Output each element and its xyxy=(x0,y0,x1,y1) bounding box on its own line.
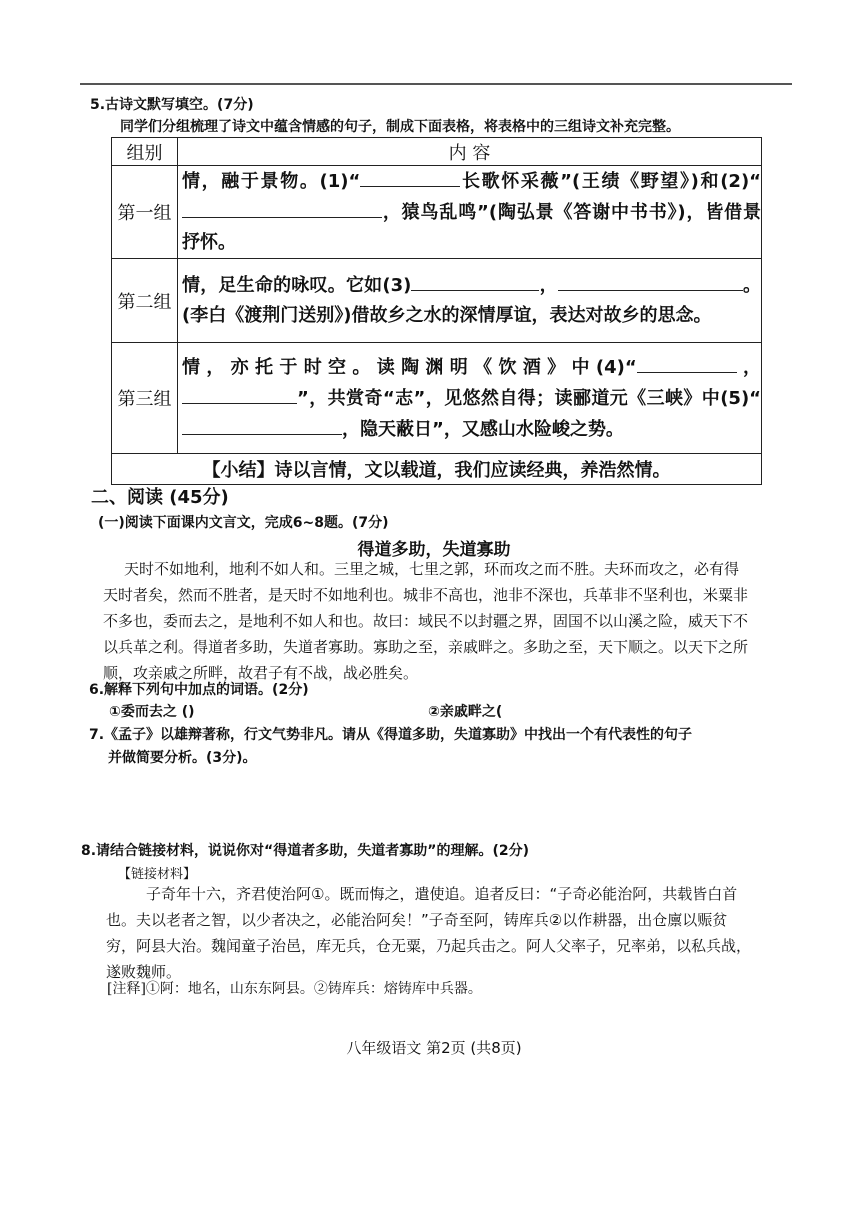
row-content: 情，融于景物。(1)“ 长歌怀采薇”(王绩《野望》)和(2)“，猿鸟乱鸣”(陶弘景《答谢中书书》)，皆借景抒怀。 xyxy=(178,166,762,259)
q8-title: 8.请结合链接材料，说说你对“得道者多助，失道者寡助”的理解。(2分) xyxy=(81,843,529,859)
answer-blank[interactable] xyxy=(637,352,737,373)
material-line: 遂败魏师。 xyxy=(106,963,182,981)
group-label: 第一组 xyxy=(112,166,178,259)
answer-blank[interactable] xyxy=(182,383,297,404)
link-material-label: 【链接材料】 xyxy=(118,867,197,882)
row-content: 情，亦托于时空。读陶渊明《饮酒》中(4)“ ，”，共赏奇“志”，见悠然自得；读郦道元《三峡》中(5)“，隐天蔽日”，又感山水险峻之势。 xyxy=(178,343,762,454)
group-label: 第二组 xyxy=(112,259,178,343)
passage-line: 天时不如地利，地利不如人和。三里之城，七里之郭，环而攻之而不胜。夫环而攻之，必有得 xyxy=(124,560,740,578)
answer-blank[interactable] xyxy=(360,166,460,187)
answer-blank[interactable] xyxy=(558,270,743,291)
q6-item-1: ①委而去之 () xyxy=(109,704,195,720)
table-header-row xyxy=(112,138,762,166)
group-label: 第三组 xyxy=(112,343,178,454)
q6-title: 6.解释下列句中加点的词语。(2分) xyxy=(89,682,309,698)
table-row xyxy=(112,166,762,259)
answer-blank[interactable] xyxy=(411,270,539,291)
table-summary-row xyxy=(112,454,762,485)
passage-line: 不多也，委而去之，是地利不如人和也。故曰：域民不以封疆之界，固国不以山溪之险，威天下不 xyxy=(103,612,749,630)
summary-text: 【小结】诗以言情，文以载道，我们应读经典，养浩然情。 xyxy=(112,454,762,485)
passage-line: 以兵革之利。得道者多助，失道者寡助。寡助之至，亲戚畔之。多助之至，天下顺之。以天下之所 xyxy=(103,638,749,656)
header-group: 组别 xyxy=(112,138,178,166)
q7-line-2: 并做简要分析。(3分)。 xyxy=(108,750,257,766)
answer-blank[interactable] xyxy=(182,414,342,435)
material-line: 穷，阿县大治。魏闻童子治邑，库无兵，仓无粟，乃起兵击之。阿人父率子，兄率弟，以私兵战， xyxy=(106,937,752,955)
answer-blank[interactable] xyxy=(182,197,382,218)
top-rule xyxy=(80,83,792,85)
table-row xyxy=(112,343,762,454)
material-line: 子奇年十六，齐君使治阿①。既而悔之，遣使追。追者反曰：“子奇必能治阿，共载皆白首 xyxy=(146,885,738,903)
material-line: 也。夫以老者之智，以少者决之，必能治阿矣！”子奇至阿，铸库兵②以作耕器，出仓廪以赈贫 xyxy=(106,911,728,929)
q6-item-2: ②亲戚畔之( xyxy=(428,704,503,720)
poetry-table xyxy=(111,137,762,485)
q7-line-1: 7.《孟子》以雄辩著称，行文气势非凡。请从《得道多助，失道寡助》中找出一个有代表性的句子 xyxy=(89,727,693,743)
row-content: 情，足生命的咏叹。它如(3) ， 。(李白《渡荆门送别》)借故乡之水的深情厚谊，表达对故乡的思念。 xyxy=(178,259,762,343)
q5-title: 5.古诗文默写填空。(7分) xyxy=(90,97,254,113)
reading-instruction: (一)阅读下面课内文言文，完成6~8题。(7分) xyxy=(98,515,389,531)
passage-line: 天时者矣，然而不胜者，是天时不如地利也。城非不高也，池非不深也，兵革非不坚利也，米粟非 xyxy=(103,586,749,604)
annotation-note: [注释]①阿：地名，山东东阿县。②铸库兵：熔铸库中兵器。 xyxy=(107,981,482,997)
header-content: 内 容 xyxy=(178,138,762,166)
table-row xyxy=(112,259,762,343)
page-footer: 八年级语文 第2页 (共8页) xyxy=(346,1039,522,1057)
passage-line: 顺，攻亲戚之所畔，故君子有不战，战必胜矣。 xyxy=(103,664,419,682)
passage-title: 得道多助，失道寡助 xyxy=(357,540,511,560)
section2-title: 二、阅读 (45分) xyxy=(91,487,229,508)
q5-intro: 同学们分组梳理了诗文中蕴含情感的句子，制成下面表格，将表格中的三组诗文补充完整。 xyxy=(120,119,680,135)
